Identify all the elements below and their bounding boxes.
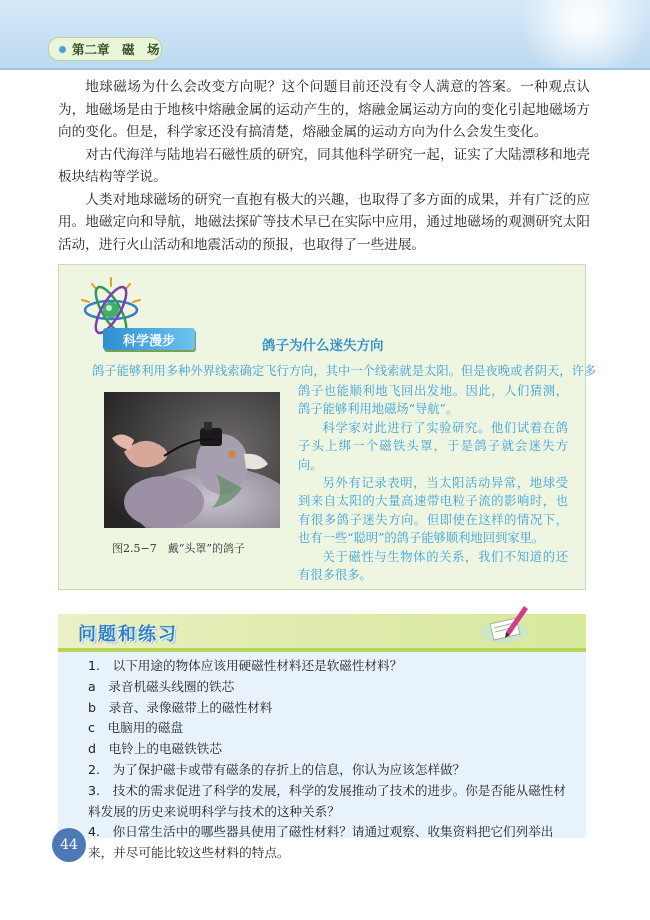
exercises-list <box>88 656 578 864</box>
page-number: 44 <box>52 828 86 862</box>
paragraph: 人类对地球磁场的研究一直抱有极大的兴趣，也取得了多方面的成果，并有广泛的应用。地磁定向和导航，地磁法探矿等技术早已在实际中应用，通过地磁场的观测研究太阳活动，进行火山活动和地震活动的预报，也取得了一些进展。 <box>58 191 590 253</box>
science-text-column <box>298 382 568 584</box>
science-paragraph: 鸽子也能顺利地飞回出发地。因此，人们猜测，鸽子能够利用地磁场“导航”。 <box>298 384 568 417</box>
exercise-item: c 电脑用的磁盘 <box>88 720 184 736</box>
intro-line: 鸽子能够利用多种外界线索确定飞行方向，其中一个线索就是太阳。但是夜晚或者阴天，许多 <box>92 364 597 378</box>
header-sparkle <box>430 0 650 68</box>
exercise-item: d 电铃上的电磁铁铁芯 <box>88 741 222 757</box>
exercise-item: a 录音机磁头线圈的铁芯 <box>88 678 235 694</box>
atom-icon <box>78 276 144 336</box>
header-rule <box>0 68 650 70</box>
pencil-paper-icon <box>476 602 532 646</box>
exercises-title: 问题和练习 <box>78 624 178 645</box>
science-paragraph: 科学家对此进行了实验研究。他们试着在鸽子头上绑一个磁铁头罩，于是鸽子就会迷失方向。 <box>298 420 568 472</box>
paragraph: 地球磁场为什么会改变方向呢？这个问题目前还没有令人满意的答案。一种观点认为，地磁场是由于地核中熔融金属的运动产生的，熔融金属运动方向的变化引起地磁场方向的变化。但是，科学家还没有搞清楚，熔融金属的运动方向为什么会发生变化。 <box>58 79 590 140</box>
chapter-tab <box>48 37 162 61</box>
paragraph: 对古代海洋与陆地岩石磁性质的研究，同其他科学研究一起，证实了大陆漂移和地壳板块结构等学说。 <box>58 146 590 185</box>
box-title: 鸽子为什么迷失方向 <box>262 338 384 354</box>
exercise-item: 1. 以下用途的物体应该用硬磁性材料还是软磁性材料？ <box>88 658 403 673</box>
exercise-item: 4. 你日常生活中的哪些器具使用了磁性材料？请通过观察、收集资料把它们列举出来，并尽可能比较这些材料的特点。 <box>88 824 554 861</box>
science-paragraph: 关于磁性与生物体的关系，我们不知道的还有很多很多。 <box>298 549 568 583</box>
pigeon-icon <box>104 392 280 528</box>
science-walk-label: 科学漫步 <box>103 328 195 350</box>
pigeon-photo <box>104 392 280 528</box>
science-paragraph: 另外有记录表明，当太阳活动异常，地球受到来自太阳的大量高速带电粒子流的影响时，也有很多鸽子迷失方向。但即使在这样的情况下，也有一些“聪明”的鸽子能够顺利地回到家里。 <box>298 476 568 546</box>
exercise-item: b 录音、录像磁带上的磁性材料 <box>88 699 273 715</box>
body-text <box>58 76 590 256</box>
exercise-item: 3. 技术的需求促进了科学的发展，科学的发展推动了技术的进步。你是否能从磁性材料发展的历史来说明科学与技术的这种关系？ <box>88 782 566 819</box>
figure-caption: 图2.5−7 戴“头罩”的鸽子 <box>112 542 245 555</box>
exercise-item: 2. 为了保护磁卡或带有磁条的存折上的信息，你认为应该怎样做？ <box>88 761 466 777</box>
chapter-label: 第二章 磁 场 <box>72 42 160 57</box>
bullet-icon <box>59 46 66 53</box>
